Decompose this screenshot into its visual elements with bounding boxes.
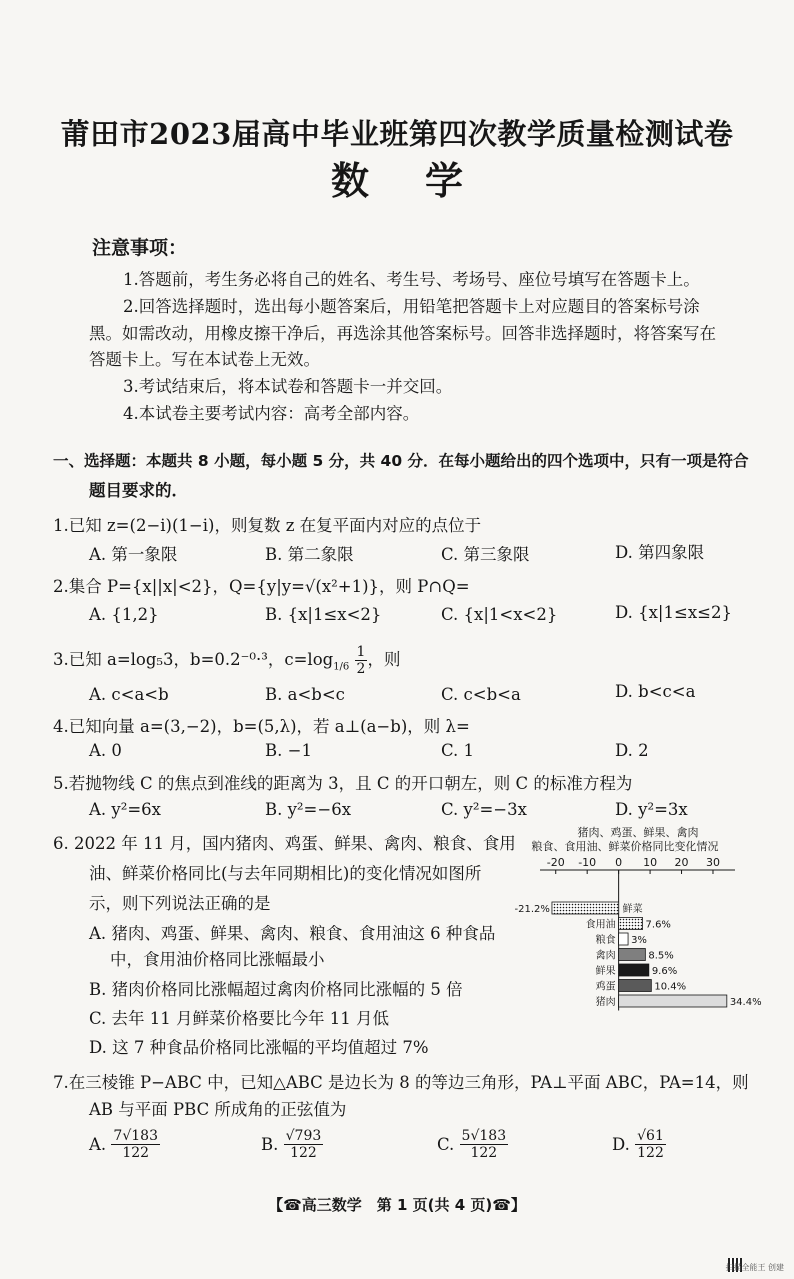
page-footer: 【☎高三数学 第 1 页(共 4 页)☎】 [268,1196,526,1214]
notice-item-2-cont: 黑。如需改动，用橡皮擦干净后，再选涂其他答案标号。回答非选择题时，将答案写在 [89,324,716,343]
q5-option-a: A. y²=6x [89,800,161,819]
q4-stem: 4.已知向量 a=(3,−2)，b=(5,λ)，若 a⊥(a−b)，则 λ= [53,717,470,736]
chart-category-label: 猪肉 [595,997,616,1008]
q3-stem-post: ，则 [367,650,401,669]
q4-option-d: D. 2 [615,741,649,760]
chart-bar [552,902,619,914]
chart-category-label: 禽肉 [595,950,616,962]
chart-bar [619,918,643,930]
q1-option-c: C. 第三象限 [441,545,530,564]
q6-stem-2: 油、鲜菜价格同比(与去年同期相比)的变化情况如图所 [89,864,482,883]
q7-stem-1: 7.在三棱锥 P−ABC 中，已知△ABC 是边长为 8 的等边三角形，PA⊥平面 ABC，PA=14，则 [53,1073,749,1092]
exam-title: 莆田市2023届高中毕业班第四次教学质量检测试卷 [60,117,734,151]
subject-title: 数学 [330,158,519,203]
q7-stem-2: AB 与平面 PBC 所成角的正弦值为 [89,1100,347,1119]
q1-option-a: A. 第一象限 [89,545,178,564]
q7-option-d: D. $\frac{√61}{122}$ [612,1128,664,1161]
chart-x-tick-label: 10 [643,856,658,869]
scanner-watermark: 扫描全能王 创建 [725,1263,784,1272]
q5-stem: 5.若抛物线 C 的焦点到准线的距离为 3，且 C 的开口朝左，则 C 的标准方程为 [53,774,633,793]
chart-x-tick-label: -10 [578,856,597,869]
notice-item-2-end: 答题卡上。写在本试卷上无效。 [89,350,320,369]
notice-item-3: 3.考试结束后，将本试卷和答题卡一并交回。 [123,377,453,396]
chart-value-label: 9.6% [651,966,678,977]
q6-option-d: D. 这 7 种食品价格同比涨幅的平均值超过 7% [89,1038,429,1057]
chart-category-label: 鲜果 [595,966,616,977]
notice-heading: 注意事项： [92,237,188,259]
q6-stem-1: 6. 2022 年 11 月，国内猪肉、鸡蛋、鲜果、禽肉、粮食、食用 [53,834,516,853]
q1-option-b: B. 第二象限 [265,545,354,564]
chart-value-label: 10.4% [654,981,687,993]
q6-option-c: C. 去年 11 月鲜菜价格要比今年 11 月低 [89,1009,389,1028]
notice-item-2: 2.回答选择题时，选出每小题答案后，用铅笔把答题卡上对应题目的答案标号涂 [123,297,700,316]
chart-category-label: 鸡蛋 [595,981,616,993]
chart-category-label: 鲜菜 [622,904,643,915]
q2-option-d: D. {x|1≤x≤2} [615,603,732,622]
q7-option-b: B. $\frac{√793}{122}$ [261,1128,322,1161]
chart-bar [619,995,727,1007]
chart-title-line2: 粮食、食用油、鲜菜价格同比变化情况 [531,840,719,853]
chart-category-label: 粮食 [595,935,616,946]
q5-option-c: C. y²=−3x [441,800,527,819]
q3-option-c: C. c<b<a [441,685,521,704]
notice-item-1: 1.答题前，考生务必将自己的姓名、考生号、考场号、座位号填写在答题卡上。 [123,270,700,289]
chart-x-tick-label: 20 [674,856,689,869]
section-heading-cont: 题目要求的． [89,481,188,500]
chart-title-line1: 猪肉、鸡蛋、鲜果、禽肉 [577,826,699,839]
q7-option-a: A. $\frac{7√183}{122}$ [89,1128,158,1161]
q4-option-b: B. −1 [265,741,312,760]
q7-option-c-frac: $\frac{5√183}{122}$ [461,1128,507,1161]
q7-option-c: C. $\frac{5√183}{122}$ [437,1128,507,1161]
q6-option-a-cont: 中，食用油价格同比涨幅最小 [110,950,325,969]
q2-option-b: B. {x|1≤x<2} [265,605,382,624]
q3-stem-pre: 3.已知 a=log₅3，b=0.2⁻⁰·³，c=log [53,650,334,669]
q3-option-a: A. c<a<b [89,685,169,704]
q6-option-b: B. 猪肉价格同比涨幅超过禽肉价格同比涨幅的 5 倍 [89,980,463,999]
price-change-chart [490,822,786,1022]
q2-option-a: A. {1,2} [89,605,159,624]
chart-x-tick-label: 30 [705,856,720,869]
q7-option-a-frac: $\frac{7√183}{122}$ [113,1128,158,1161]
q3-stem [53,644,400,677]
q3-option-d: D. b<c<a [615,682,696,701]
q3-log-base: 1/6 [333,661,350,673]
q7-option-d-frac: $\frac{√61}{122}$ [637,1128,664,1161]
chart-bar [619,964,649,976]
q2-stem: 2.集合 P={x||x|<2}，Q={y|y=√(x²+1)}，则 P∩Q= [53,577,470,596]
chart-value-label: 34.4% [729,997,762,1008]
q4-option-c: C. 1 [441,741,475,760]
section-heading: 一、选择题：本题共 8 小题，每小题 5 分，共 40 分．在每小题给出的四个选项中，只有一项是符合 [53,452,749,470]
q7-option-b-frac: $\frac{√793}{122}$ [285,1128,322,1161]
q3-option-b: B. a<b<c [265,685,345,704]
q5-option-d: D. y²=3x [615,800,688,819]
chart-value-label: 8.5% [648,950,674,962]
chart-value-label: 7.6% [645,919,671,931]
chart-x-tick-label: 0 [615,856,623,869]
q6-stem-3: 示，则下列说法正确的是 [89,894,271,913]
chart-category-label: 食用油 [585,919,616,931]
chart-bar [619,949,646,961]
q6-option-a: A. 猪肉、鸡蛋、鲜果、禽肉、粮食、食用油这 6 种食品 [89,924,496,943]
q4-option-a: A. 0 [89,741,122,760]
q5-option-b: B. y²=−6x [265,800,352,819]
chart-bars [515,902,762,1008]
chart-value-label: 3% [631,935,647,946]
chart-bar [619,933,628,945]
q1-option-d: D. 第四象限 [615,543,705,562]
chart-value-label: -21.2% [514,904,550,915]
q3-fraction: $\frac{1}{2}$ [356,644,366,677]
notice-item-4: 4.本试卷主要考试内容：高考全部内容。 [123,404,420,423]
q2-option-c: C. {x|1<x<2} [441,605,558,624]
chart-bar [619,980,652,992]
chart-x-tick-label: -20 [546,856,565,869]
q1-stem: 1.已知 z=(2−i)(1−i)，则复数 z 在复平面内对应的点位于 [53,516,482,535]
